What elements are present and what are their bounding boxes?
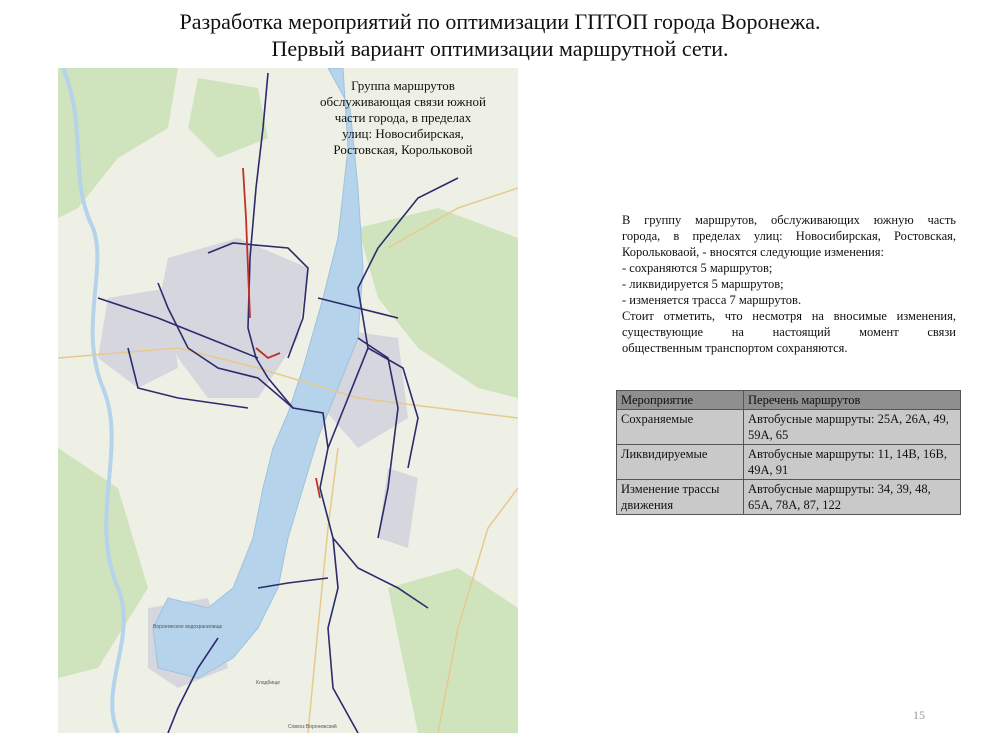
table-cell: Сохраняемые <box>617 410 744 445</box>
description-line: общественным транспортом сохраняются. <box>622 341 848 355</box>
description-line: В группу маршрутов, обслуживающих южную часть <box>622 213 956 227</box>
map-caption-line: обслуживающая связи южной <box>320 94 486 109</box>
page-number: 15 <box>913 708 925 722</box>
table-cell: Автобусные маршруты: 11, 14В, 16В, 49А, 91 <box>744 445 961 480</box>
map-label-cemetery: Кладбище <box>256 680 281 686</box>
map-canvas <box>58 68 518 733</box>
green-areas <box>58 68 518 733</box>
table-row <box>617 480 961 515</box>
description-line: - сохраняются 5 маршрутов; <box>622 261 773 275</box>
routes-table <box>616 390 961 515</box>
route-map[interactable] <box>58 68 518 733</box>
description-line: существующие на настоящий момент связи <box>622 325 956 339</box>
map-label-sovkhoz: Совхоз Воронежский <box>288 724 337 730</box>
table-cell: Автобусные маршруты: 34, 39, 48, 65А, 78А, 87, 122 <box>744 480 961 515</box>
table-cell: Автобусные маршруты: 25А, 26А, 49, 59А, 65 <box>744 410 961 445</box>
map-caption-line: Ростовская, Корольковой <box>333 142 473 157</box>
map-caption <box>292 78 514 158</box>
table-header-cell: Перечень маршрутов <box>744 391 961 410</box>
title-line-2: Первый вариант оптимизации маршрутной сети. <box>271 36 729 61</box>
title-line-1: Разработка мероприятий по оптимизации ГПТОП города Воронежа. <box>179 9 821 34</box>
description-line: города, в пределах улиц: Новосибирская, Ростовская, <box>622 229 956 243</box>
map-caption-line: части города, в пределах <box>334 110 472 125</box>
description-line: Корольковаой, - вносятся следующие изменения: <box>622 245 885 259</box>
table-header-cell: Мероприятие <box>617 391 744 410</box>
table-cell: Изменение трассы движения <box>617 480 744 515</box>
map-label-reservoir: Воронежское водохранилище <box>153 624 223 630</box>
slide-title <box>0 8 1000 62</box>
table-row <box>617 445 961 480</box>
description-line: - изменяется трасса 7 маршрутов. <box>622 293 802 307</box>
description-text <box>622 212 956 356</box>
map-caption-line: улиц: Новосибирская, <box>342 126 464 141</box>
table-header-row <box>617 391 961 410</box>
map-caption-line: Группа маршрутов <box>351 78 455 93</box>
table-cell: Ликвидируемые <box>617 445 744 480</box>
description-line: Стоит отметить, что несмотря на вносимые изменения, <box>622 309 956 323</box>
description-line: - ликвидируется 5 маршрутов; <box>622 277 784 291</box>
table-row <box>617 410 961 445</box>
